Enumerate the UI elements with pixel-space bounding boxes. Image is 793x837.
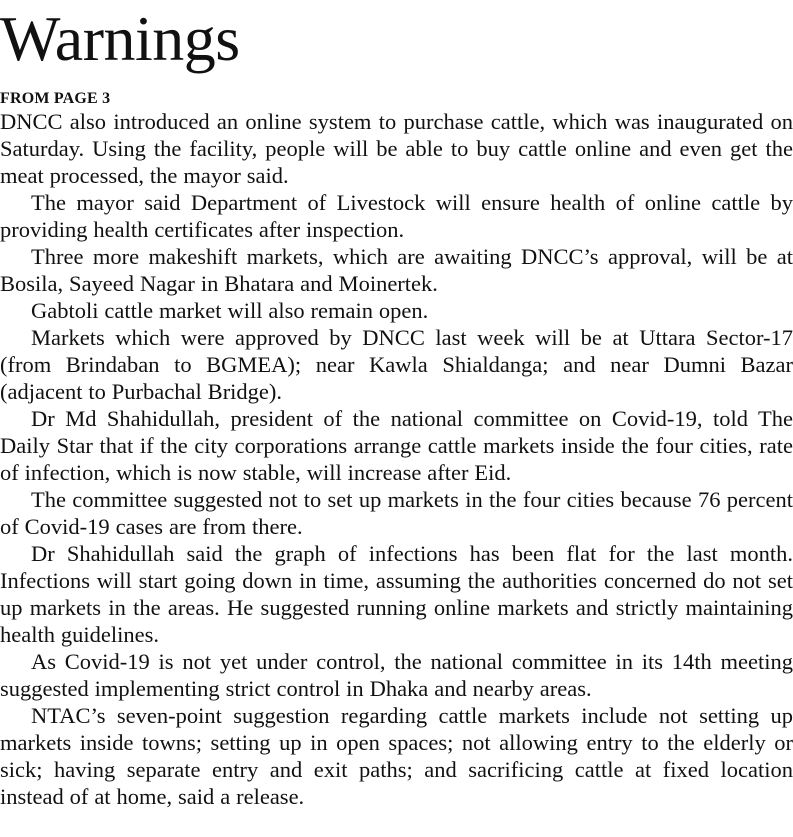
paragraph: Markets which were approved by DNCC last week will be at Uttara Sector-17 (from Brindaban to BGMEA); near Kawla Shialdanga; and near Dumni Bazar (adjacent to Purbachal Bridge). (0, 325, 793, 404)
paragraph: Three more makeshift markets, which are awaiting DNCC’s approval, will be at Bosila, Sayeed Nagar in Bhatara and Moinertek. (0, 244, 793, 296)
paragraph: Dr Shahidullah said the graph of infections has been flat for the last month. Infections will start going down in time, assuming the authorities concerned do not set up markets in the areas. He suggested running online markets and strictly maintaining health guidelines. (0, 541, 793, 647)
article-body (0, 108, 793, 810)
paragraph: NTAC’s seven-point suggestion regarding cattle markets include not setting up markets inside towns; setting up in open spaces; not allowing entry to the elderly or sick; having separate entry and exit paths; and sacrificing cattle at fixed location instead of at home, said a release. (0, 703, 793, 809)
headline: Warnings (0, 3, 240, 74)
paragraph: DNCC also introduced an online system to purchase cattle, which was inaugurated on Saturday. Using the facility, people will be able to buy cattle online and even get the meat processed, the mayor said. (0, 109, 793, 188)
paragraph: Dr Md Shahidullah, president of the national committee on Covid-19, told The Daily Star that if the city corporations arrange cattle markets inside the four cities, rate of infection, which is now stable, will increase after Eid. (0, 406, 793, 485)
paragraph: As Covid-19 is not yet under control, the national committee in its 14th meeting suggested implementing strict control in Dhaka and nearby areas. (0, 649, 793, 701)
paragraph: The mayor said Department of Livestock will ensure health of online cattle by providing health certificates after inspection. (0, 190, 793, 242)
paragraph: The committee suggested not to set up markets in the four cities because 76 percent of Covid-19 cases are from there. (0, 487, 793, 539)
jump-label: FROM PAGE 3 (0, 90, 111, 107)
paragraph: Gabtoli cattle market will also remain open. (31, 298, 429, 323)
